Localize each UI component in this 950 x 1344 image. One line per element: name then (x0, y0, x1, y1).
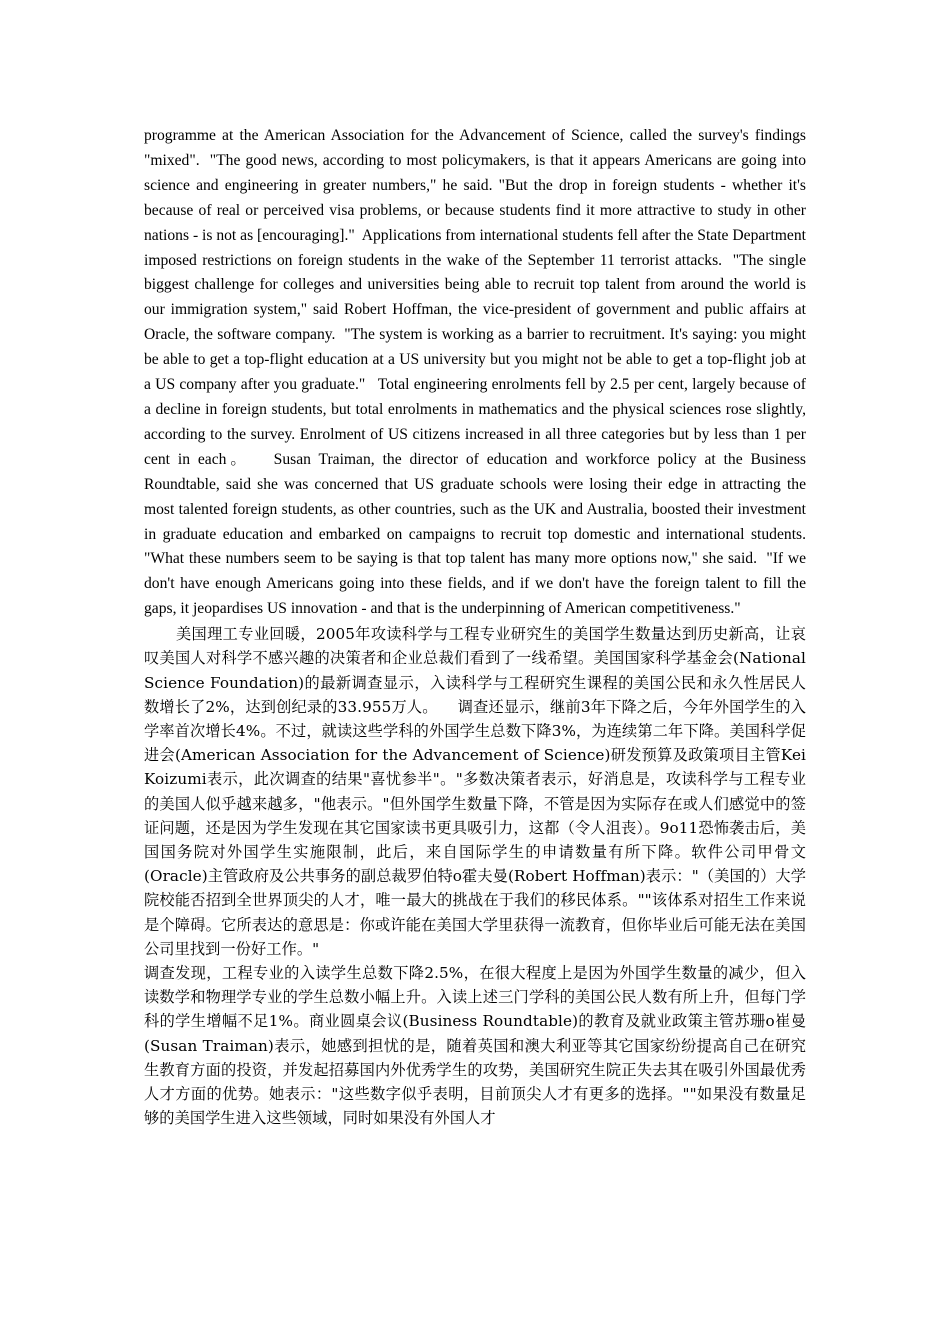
document-body (144, 124, 811, 1130)
english-paragraph: programme at the American Association for the Advancement of Science, called the survey's findings "mixed". "The good news, according to most policymakers, is that it appears Americans are going into science and engineering in greater numbers," he said. "But the drop in foreign students - whether it's because of real or perceived visa problems, or because students find it more attractive to study in other nations - is not as [encouraging]." Applications from international students fell after the State Department imposed restrictions on foreign students in the wake of the September 11 terrorist attacks. "The single biggest challenge for colleges and universities being able to recruit top talent from around the world is our immigration system," said Robert Hoffman, the vice-president of government and public affairs at Oracle, the software company. "The system is working as a barrier to recruitment. It's saying: you might be able to get a top-flight education at a US university but you might not be able to get a top-flight job at a US company after you graduate." Total engineering enrolments fell by 2.5 per cent, largely because of a decline in foreign students, but total enrolments in mathematics and the physical sciences rose slightly, according to the survey. Enrolment of US citizens increased in all three categories but by less than 1 per cent in each。 Susan Traiman, the director of education and workforce policy at the Business Roundtable, said she was concerned that US graduate schools were losing their edge in attracting the most talented foreign students, as other countries, such as the UK and Australia, boosted their investment in graduate education and embarked on campaigns to recruit top domestic and international students. "What these numbers seem to be saying is that top talent has many more options now," she said. "If we don't have enough Americans going into these fields, and if we don't have the foreign talent to fill the gaps, it jeopardises US innovation - and that is the underpinning of American competitiveness." (144, 127, 810, 618)
chinese-paragraph-1: 美国理工专业回暖，2005年攻读科学与工程专业研究生的美国学生数量达到历史新高，让哀叹美国人对科学不感兴趣的决策者和企业总裁们看到了一线希望。美国国家科学基金会(National Science Foundation)的最新调查显示，入读科学与工程研究生课程的美国公民和永久性居民人数增长了2%，达到创纪录的33.955万人。 调查还显示，继前3年下降之后，今年外国学生的入学率首次增长4%。不过，就读这些学科的外国学生总数下降3%，为连续第二年下降。美国科学促进会(American Association for the Advancement of Science)研发预算及政策项目主管Kei Koizumi表示，此次调查的结果"喜忧参半"。"多数决策者表示，好消息是，攻读科学与工程专业的美国人似乎越来越多，"他表示。"但外国学生数量下降，不管是因为实际存在或人们感觉中的签证问题，还是因为学生发现在其它国家读书更具吸引力，这都（令人沮丧）。9o11恐怖袭击后，美国国务院对外国学生实施限制，此后，来自国际学生的申请数量有所下降。软件公司甲骨文(Oracle)主管政府及公共事务的副总裁罗伯特o霍夫曼(Robert Hoffman)表示："（美国的）大学院校能否招到全世界顶尖的人才，唯一最大的挑战在于我们的移民体系。""该体系对招生工作来说是个障碍。它所表达的意思是：你或许能在美国大学里获得一流教育，但你毕业后可能无法在美国公司里找到一份好工作。" (144, 625, 811, 958)
chinese-paragraph-2: 调查发现，工程专业的入读学生总数下降2.5%，在很大程度上是因为外国学生数量的减少，但入读数学和物理学专业的学生总数小幅上升。入读上述三门学科的美国公民人数有所上升，但每门学科的学生增幅不足1%。商业圆桌会议(Business Roundtable)的教育及就业政策主管苏珊o崔曼(Susan Traiman)表示，她感到担忧的是，随着英国和澳大利亚等其它国家纷纷提高自己在研究生教育方面的投资，并发起招募国内外优秀学生的攻势，美国研究生院正失去其在吸引外国最优秀人才方面的优势。她表示："这些数字似乎表明，目前顶尖人才有更多的选择。""如果没有数量足够的美国学生进入这些领域，同时如果没有外国人才 (144, 963, 806, 1128)
